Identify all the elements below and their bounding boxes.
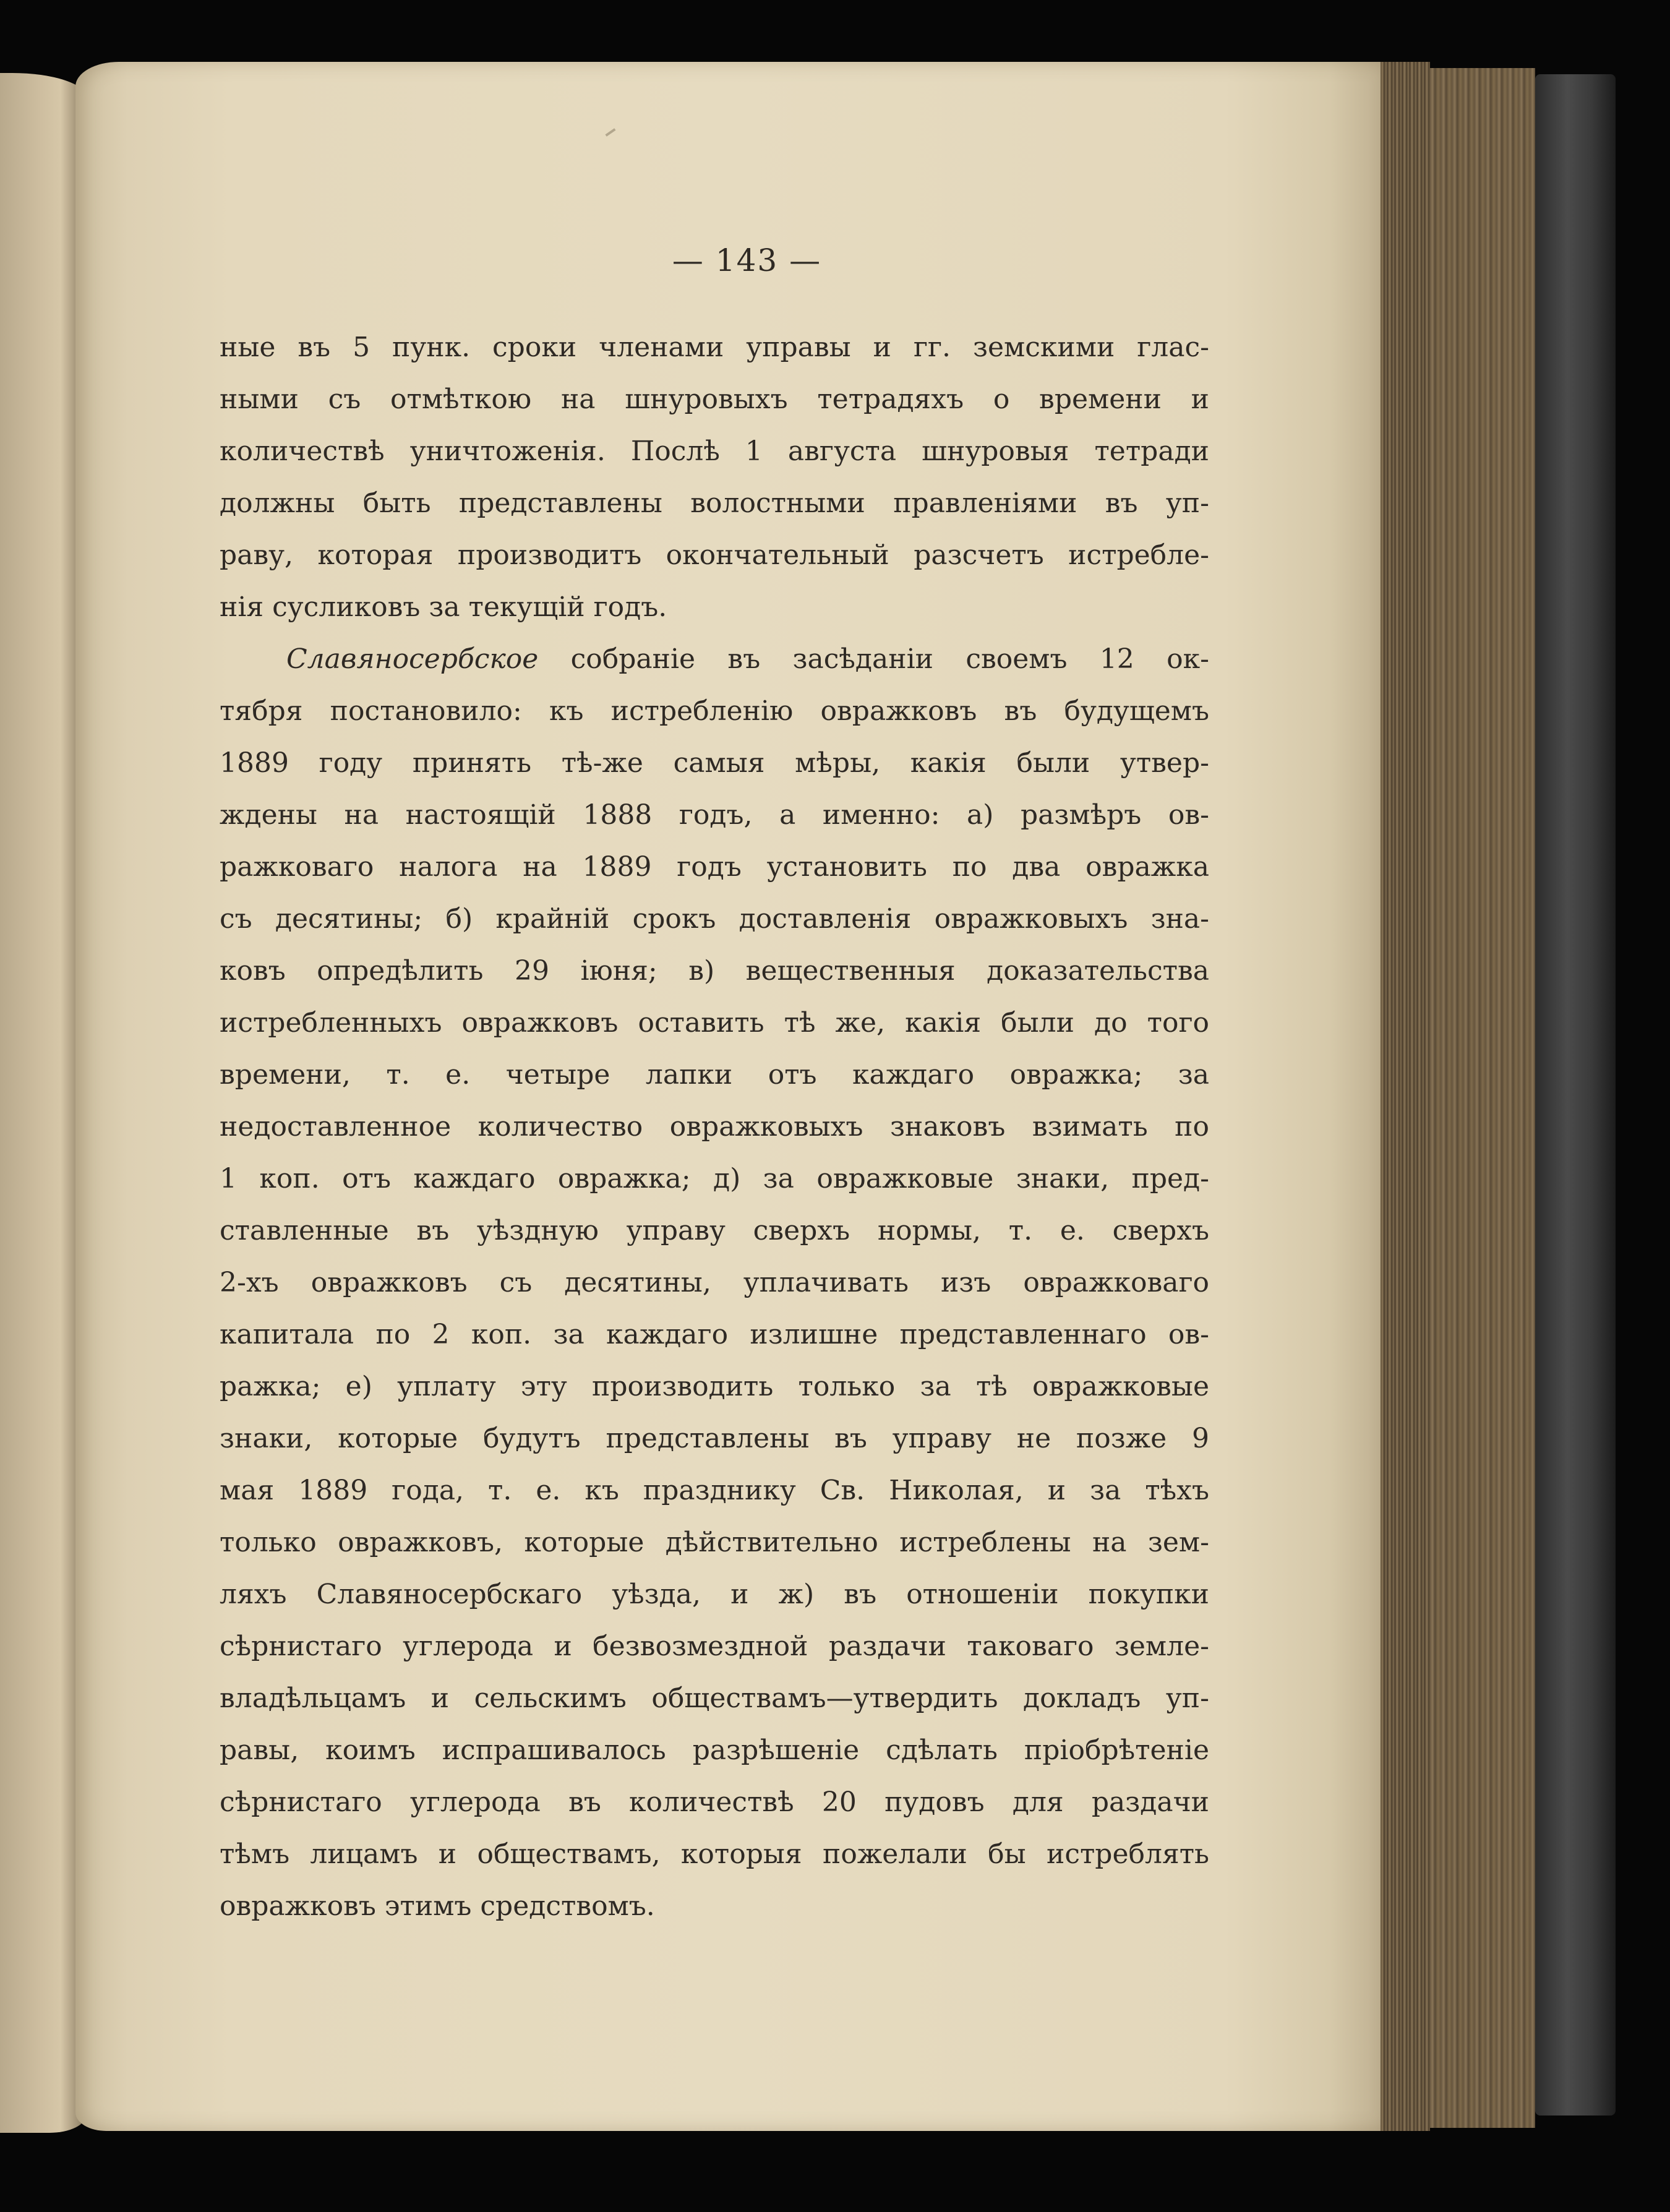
text-line: ставленные въ уѣздную управу сверхъ нормы, т. е. сверхъ (220, 1215, 1209, 1246)
page-number: — 143 — (672, 242, 822, 278)
text-line: тября постановило: къ истребленію овражковъ въ будущемъ (220, 695, 1209, 727)
text-line: должны быть представлены волостными правленіями въ уп- (220, 487, 1209, 519)
previous-page-edge (0, 73, 87, 2133)
text-line: съ десятины; б) крайній срокъ доставленія овражковыхъ зна- (220, 903, 1209, 935)
text-line: истребленныхъ овражковъ оставить тѣ же, какія были до того (220, 1007, 1209, 1039)
body-text (220, 322, 1209, 1932)
place-name-italic: Славяносербское (286, 643, 539, 675)
text-line: 1 коп. отъ каждаго овражка; д) за овражковые знаки, пред- (220, 1163, 1209, 1194)
text-line: раву, которая производитъ окончательный разсчетъ истребле- (220, 539, 1209, 571)
text-line: ковъ опредѣлить 29 іюня; в) вещественныя доказательства (220, 955, 1209, 987)
line-text: собраніе въ засѣданіи своемъ 12 ок- (538, 643, 1209, 675)
text-line: равы, коимъ испрашивалось разрѣшеніе сдѣлать пріобрѣтеніе (220, 1734, 1209, 1766)
text-line: недоставленное количество овражковыхъ знаковъ взимать по (220, 1111, 1209, 1142)
text-line: ражка; е) уплату эту производить только за тѣ овражковые (220, 1371, 1209, 1402)
text-line: ными съ отмѣткою на шнуровыхъ тетрадяхъ о времени и (220, 384, 1209, 415)
text-line: ждены на настоящій 1888 годъ, а именно: а) размѣръ ов- (220, 799, 1209, 831)
text-line: 2-хъ овражковъ съ десятины, уплачивать изъ овражковаго (220, 1267, 1209, 1298)
text-line: знаки, которые будутъ представлены въ управу не позже 9 (220, 1423, 1209, 1454)
text-line: ные въ 5 пунк. сроки членами управы и гг. земскими глас- (220, 332, 1209, 363)
text-line: владѣльцамъ и сельскимъ обществамъ—утвердить докладъ уп- (220, 1683, 1209, 1714)
paragraph (220, 322, 1209, 633)
text-line: 1889 году принять тѣ-же самыя мѣры, какія были утвер- (220, 747, 1209, 779)
text-line: времени, т. е. четыре лапки отъ каждаго овражка; за (220, 1059, 1209, 1091)
page-edges (1381, 62, 1430, 2131)
text-line: только овражковъ, которые дѣйствительно истреблены на зем- (220, 1527, 1209, 1558)
text-line: ражковаго налога на 1889 годъ установить по два овражка (220, 851, 1209, 883)
paragraph (220, 633, 1209, 1932)
text-line: мая 1889 года, т. е. къ празднику Св. Николая, и за тѣхъ (220, 1475, 1209, 1506)
text-line: нія сусликовъ за текущій годъ. (220, 591, 667, 623)
text-line: тѣмъ лицамъ и обществамъ, которыя пожелали бы истреблять (220, 1838, 1209, 1870)
text-line: овражковъ этимъ средствомъ. (220, 1890, 655, 1922)
text-line (220, 633, 1209, 685)
text-line: сѣрнистаго углерода въ количествѣ 20 пудовъ для раздачи (220, 1786, 1209, 1818)
page-edges-outer (1430, 68, 1535, 2128)
text-line: ляхъ Славяносербскаго уѣзда, и ж) въ отношеніи покупки (220, 1579, 1209, 1610)
text-line: капитала по 2 коп. за каждаго излишне представленнаго ов- (220, 1319, 1209, 1350)
text-line: количествѣ уничтоженія. Послѣ 1 августа шнуровыя тетради (220, 435, 1209, 467)
text-line: сѣрнистаго углерода и безвозмездной раздачи таковаго земле- (220, 1631, 1209, 1662)
book-cover-edge (1535, 74, 1616, 2116)
